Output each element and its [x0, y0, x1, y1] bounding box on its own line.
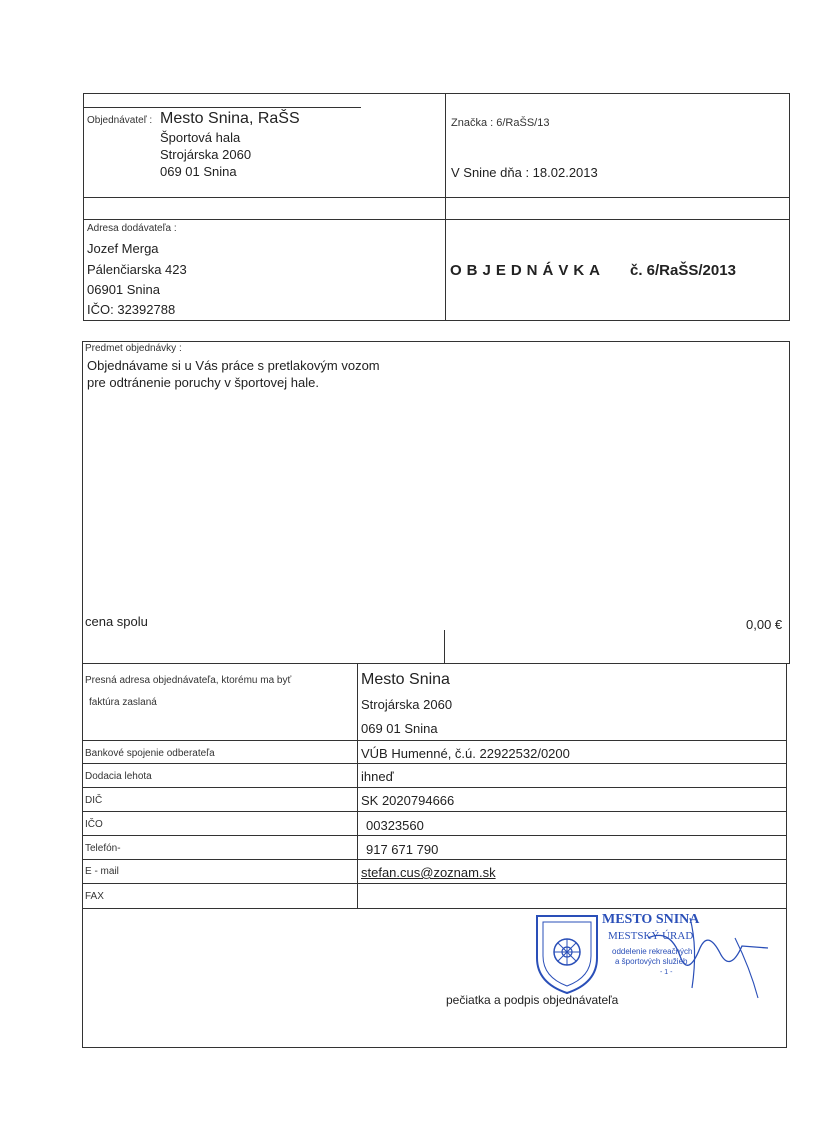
- header-bottom-line: [83, 197, 790, 198]
- row-separator: [82, 740, 787, 741]
- row-separator: [82, 859, 787, 860]
- row-label-bank: Bankové spojenie odberateľa: [85, 748, 215, 759]
- row-value-dic: SK 2020794666: [361, 793, 455, 808]
- billing-line: 069 01 Snina: [361, 721, 438, 736]
- billing-name: Mesto Snina: [361, 671, 450, 688]
- order-number: č. 6/RaŠS/2013: [630, 262, 736, 279]
- stamp-line-5: - 1 -: [660, 969, 673, 976]
- total-label: cena spolu: [85, 614, 148, 629]
- row-label-phone: Telefón-: [85, 843, 121, 854]
- orderer-line: Strojárska 2060: [160, 147, 252, 162]
- supplier-line: IČO: 32392788: [87, 302, 176, 317]
- header-divider: [445, 93, 446, 220]
- row-separator: [82, 787, 787, 788]
- subject-label: Predmet objednávky :: [85, 343, 182, 354]
- billing-divider: [357, 663, 358, 908]
- row-label-fax: FAX: [85, 891, 104, 902]
- row-separator: [82, 763, 787, 764]
- subject-tick: [444, 630, 445, 664]
- signature-caption: pečiatka a podpis objednávateľa: [446, 993, 619, 1007]
- row-separator: [82, 835, 787, 836]
- supplier-line: 06901 Snina: [87, 282, 161, 297]
- billing-label: Presná adresa objednávateľa, ktorému ma byť: [85, 675, 292, 686]
- orderer-underline: [83, 107, 361, 108]
- row-label-dic: DIČ: [85, 795, 103, 806]
- orderer-name: Mesto Snina, RaŠS: [160, 110, 300, 127]
- orderer-label: Objednávateľ :: [87, 115, 153, 126]
- orderer-line: Športová hala: [160, 130, 241, 145]
- row-value-email[interactable]: stefan.cus@zoznam.sk: [361, 865, 496, 880]
- stamp-line-3: oddelenie rekreačných: [612, 947, 693, 956]
- stamp-line-4: a športových služieb: [615, 957, 688, 966]
- order-title: OBJEDNÁVKA: [450, 262, 606, 279]
- row-value-phone: 917 671 790: [366, 842, 439, 857]
- row-value-ico: 00323560: [366, 818, 424, 833]
- row-label-delivery: Dodacia lehota: [85, 771, 152, 782]
- supplier-line: Jozef Merga: [87, 241, 159, 256]
- billing-line: Strojárska 2060: [361, 697, 453, 712]
- subject-line: pre odtránenie poruchy v športovej hale.: [87, 375, 319, 390]
- row-separator: [82, 811, 787, 812]
- subject-line: Objednávame si u Vás práce s pretlakovým vozom: [87, 358, 380, 373]
- supplier-divider: [445, 219, 446, 321]
- order-date: V Snine dňa : 18.02.2013: [451, 165, 598, 180]
- row-value-bank: VÚB Humenné, č.ú. 22922532/0200: [361, 746, 570, 761]
- row-value-delivery: ihneď: [361, 769, 394, 784]
- row-separator: [82, 883, 787, 884]
- row-label-email: E - mail: [85, 866, 119, 877]
- row-label-ico: IČO: [85, 819, 103, 830]
- order-mark: Značka : 6/RaŠS/13: [451, 117, 550, 129]
- supplier-label: Adresa dodávateľa :: [87, 223, 177, 234]
- billing-label: faktúra zaslaná: [89, 697, 157, 708]
- stamp-line-2: MESTSKÝ ÚRAD: [608, 930, 694, 942]
- stamp-line-1: MESTO SNINA: [602, 912, 700, 927]
- supplier-line: Pálenčiarska 423: [87, 262, 187, 277]
- orderer-line: 069 01 Snina: [160, 164, 237, 179]
- total-value: 0,00 €: [746, 617, 783, 632]
